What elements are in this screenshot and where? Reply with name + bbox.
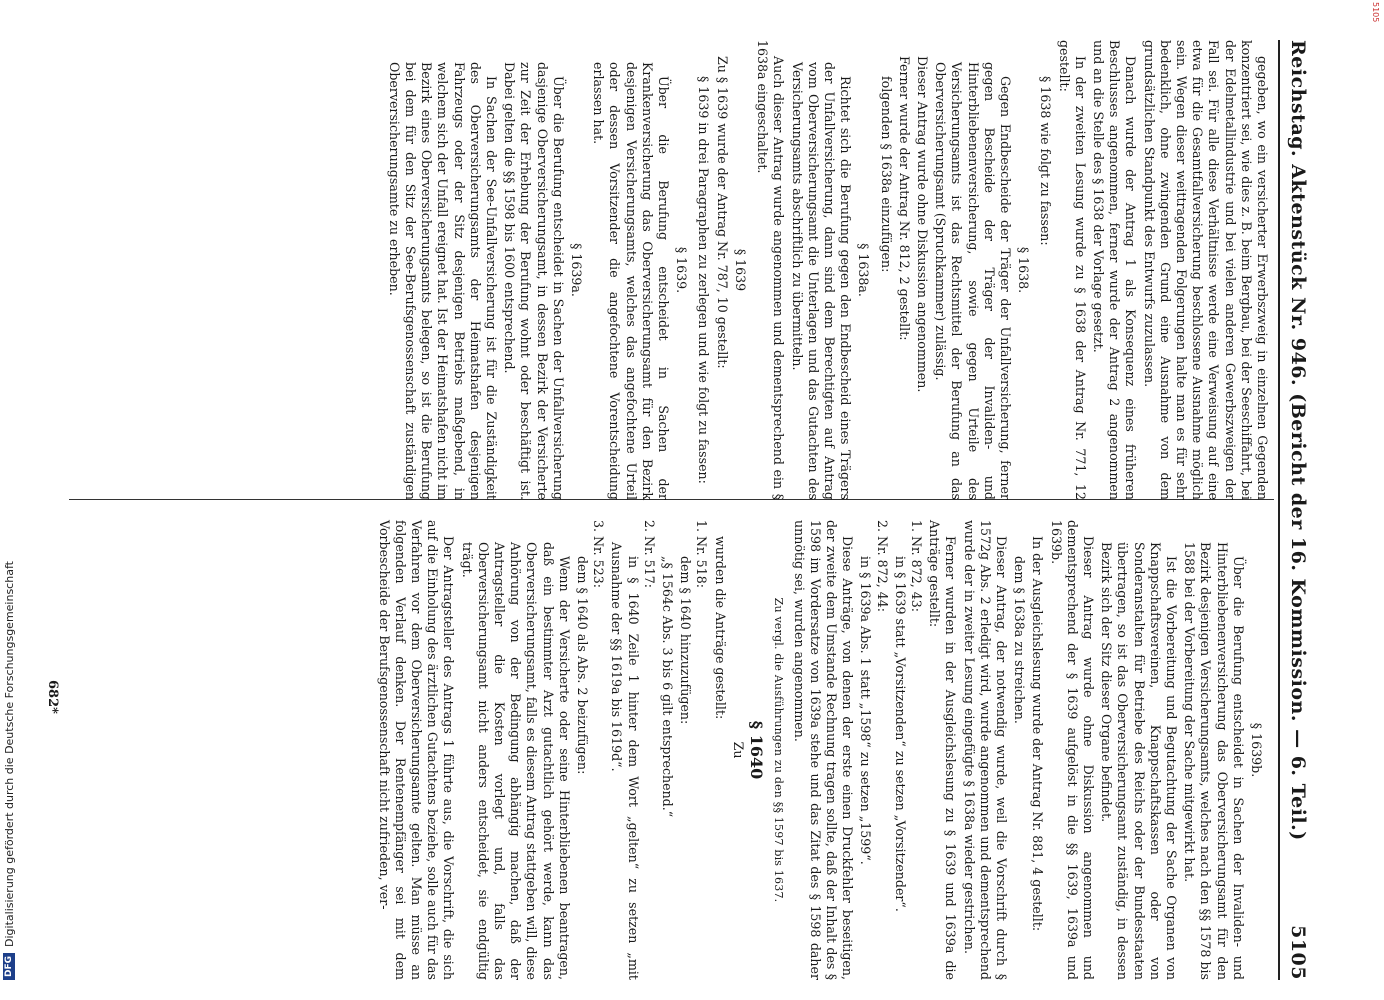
right-column-paragraph: In der Ausgleichslesung wurde der Antrag Nr. 881, 4 gestellt: bbox=[1030, 536, 1046, 932]
left-column-paragraph: folgenden § 1638a einzufügen: bbox=[878, 76, 894, 273]
right-column-paragraph: 2. Nr. 872, 44: bbox=[874, 520, 890, 612]
page-footer-number: 682* bbox=[45, 680, 60, 714]
left-column-section-heading: § 1638. bbox=[1016, 246, 1032, 294]
left-column-paragraph: Richtet sich die Berufung gegen den Endbescheid eines Trägers der Unfallversicherung, dann sind dem Berechtigten auf Antrag vom Oberversicherungsamt die Unterlagen und das Gutachten des Versicherungsamts abschriftlich zu übermitteln. bbox=[789, 62, 854, 500]
digitization-note-text: Digitalisierung gefördert durch die Deutsche Forschungsgemeinschaft bbox=[2, 561, 16, 947]
left-column-section-heading: § 1639. bbox=[674, 246, 690, 294]
left-column bbox=[384, 40, 1270, 500]
right-column-paragraph: Zu bbox=[730, 741, 746, 759]
left-column-paragraph: Ferner wurde der Antrag Nr. 812, 2 gestellt: bbox=[896, 56, 912, 341]
right-column-paragraph: 1. Nr. 872, 43: bbox=[908, 520, 924, 612]
dfg-logo: DFG bbox=[3, 953, 15, 980]
right-column-paragraph: wurden die Anträge gestellt: bbox=[712, 536, 728, 720]
right-column-paragraph: in § 1640 Zeile 1 hinter dem Wort „gelten“ zu setzen „mit Ausnahme der §§ 1619a bis 1619d“. bbox=[609, 542, 641, 980]
right-column-section-heading: § 1639b. bbox=[1249, 722, 1264, 778]
right-column-paragraph: Zu vergl. die Ausführungen zu den §§ 1597 bis 1637. bbox=[772, 597, 786, 903]
right-column bbox=[373, 520, 1270, 980]
right-column-paragraph: Der Antragsteller des Antrags 1 führte aus, die Vorschrift, die sich auf die Einholung des ärztlichen Gutachtens beziehe, solle auch für das Verfahren vor dem Oberversicherungsamte gelten. Man müsse an folgenden Verlauf denken. Der Rentenempfänger sei mit dem Vorbescheide der Berufsgenossenschaft nicht zufrieden, ver- bbox=[376, 520, 457, 980]
left-column-paragraph: Zu § 1639 wurde der Antrag Nr. 787, 10 gestellt: bbox=[714, 56, 730, 369]
right-column-paragraph: Ist die Vorbereitung und Begutachtung der Sache Organen von Knappschaftsvereinen, Knappschaftskassen oder von Sonderanstalten für Betriebe des Reichs oder der Bundesstaaten übertragen, so ist das Oberversicherungsamt zuständig, in dessen Bezirk sich der Sitz dieser Organe befindet. bbox=[1099, 542, 1179, 980]
right-column-paragraph: in § 1639 statt „Vorsitzenden“ zu setzen „Vorsitzender“. bbox=[892, 556, 908, 912]
right-column-paragraph: 1. Nr. 518: bbox=[694, 520, 710, 588]
right-column-paragraph: Diese Anträge, von denen der erste einen Druckfehler beseitigen, der zweite dem Umstande Rechnung tragen sollte, daß der Inhalt des § 1598 im Vordersatze von 1639a stehe und das Zitat des § 1598 daher unnötig sei, wurden angenommen. bbox=[791, 520, 856, 980]
left-column-paragraph: Gegen Endbescheide der Träger der Unfallversicherung, ferner gegen Bescheide der Träger der Invaliden- und Hinterbliebenenversicherung, sowie gegen Urteile des Versicherungsamts ist das Rechtsmittel der Berufung an das Oberversicherungsamt (Spruchkammer) zulässig. bbox=[933, 62, 1013, 500]
right-column-paragraph: dem § 1638a zu streichen. bbox=[1012, 556, 1028, 724]
right-column-paragraph: dem § 1640 hinzuzufügen: bbox=[678, 556, 694, 725]
corner-mark: 5105 bbox=[1371, 2, 1380, 23]
left-column-paragraph: § 1638 wie folgt zu fassen: bbox=[1038, 76, 1054, 246]
left-column-paragraph: Dieser Antrag wurde ohne Diskussion angenommen. bbox=[914, 56, 930, 393]
left-column-paragraph: In der zweiten Lesung wurde zu § 1638 der Antrag Nr. 771, 12 gestellt: bbox=[1056, 40, 1088, 500]
left-column-section-heading: § 1639a. bbox=[569, 243, 585, 297]
right-column-paragraph: Dieser Antrag wurde ohne Diskussion angenommen und dementsprechend der § 1639 aufgelöst in die §§ 1639, 1639a und 1639b. bbox=[1048, 520, 1096, 980]
left-column-paragraph: Über die Berufung entscheidet in Sachen der Krankenversicherung das Oberversicherungsamt für den Bezirk desjenigen Versicherungsamts, welches das angefochtene Urteil oder dessen Vorsitzender die angefochtene Vorentscheidung erlassen hat. bbox=[591, 62, 672, 500]
left-column-paragraph: Über die Berufung entscheidet in Sachen der Unfallversicherung dasjenige Oberversicherungsamt, in dessen Bezirk der Versicherte zur Zeit der Erhebung der Berufung wohnt oder beschäftigt ist. Dabei gelten die §§ 1598 bis 1600 entsprechend. bbox=[502, 62, 566, 500]
right-column-paragraph: 3. Nr. 523: bbox=[591, 520, 607, 588]
right-column-paragraph: dem § 1640 als Abs. 2 beizufügen: bbox=[575, 556, 591, 775]
left-column-paragraph: Auch dieser Antrag wurde angenommen und dementsprechend ein § 1638a eingeschaltet. bbox=[755, 40, 787, 500]
right-column-paragraph: Wenn der Versicherte oder seine Hinterbliebenen beantragen, daß ein bestimmter Arzt gutachtlich gehört werde, kann das Oberversicherungsamt, falls es diesem Antrag stattgeben will, diese Anhörung von der Bedingung abhängig machen, daß der Antragsteller die Kosten vorlegt und, falls das Oberversicherungsamt nicht anders entscheidet, sie endgültig trägt. bbox=[459, 542, 572, 980]
right-column-paragraph: Dieser Antrag, der notwendig wurde, weil die Vorschrift durch § 1572g Abs. 2 erledigt wird, wurde angenommen und dementsprechend wurde der in zweiter Lesung eingefügte § 1638a wieder gestrichen. bbox=[961, 520, 1009, 980]
right-column-paragraph: Ferner wurden in der Ausgleichslesung zu § 1639 und 1639a die Anträge gestellt: bbox=[927, 520, 959, 980]
left-column-paragraph: gegeben, wo ein versicherter Erwerbszweig in einzelnen Gegenden konzentriert sei, wie dies z. B. beim Bergbau, bei der Seeschiffahrt, bei der Edelmetallindustrie und bei vielen anderen Gewerbszweigen der Fall sei. Für alle diese Verhältnisse werde eine Verweisung auf eine etwa für die Gesamtfallversicherung beschlossene Ausnahme möglich sein. Wegen dieser weittragenden Folgerungen halte man es für sehr bedenklich, ohne zwingenden Grund eine Ausnahme von dem grundsätzlichen Standpunkt des Entwurfs zuzulassen. bbox=[1141, 40, 1270, 500]
right-column-paragraph: in § 1639a Abs. 1 statt „1598“ zu setzen „1599“. bbox=[858, 556, 874, 865]
right-column-paragraph: „§ 1564c Abs. 3 bis 6 gilt entsprechend.“ bbox=[660, 556, 676, 818]
digitization-note bbox=[0, 0, 18, 980]
header-rule bbox=[1278, 40, 1280, 980]
right-column-paragraph: Über die Berufung entscheidet in Sachen der Invaliden- und Hinterbliebenenversicherung das Oberversicherungsamt für den Bezirk desjenigen Versicherungsamts, welches nach den §§ 1578 bis 1588 bei der Vorbereitung der Sache mitgewirkt hat. bbox=[1182, 542, 1246, 980]
left-column-paragraph: § 1639 in drei Paragraphen zu zerlegen und wie folgt zu fassen: bbox=[696, 76, 712, 484]
left-column-paragraph: Danach wurde der Antrag 1 als Konsequenz eines früheren Beschlusses angenommen, ferner wurde der Antrag 2 angenommen und an die Stelle des § 1638 der Vorlage gesetzt. bbox=[1090, 40, 1139, 500]
running-header bbox=[1282, 40, 1314, 980]
left-column-section-heading: § 1638a. bbox=[856, 243, 872, 297]
header-title: Reichstag. Aktenstück Nr. 946. (Bericht der 16. Kommission. — 6. Teil.) bbox=[1287, 40, 1309, 841]
right-column-paragraph: 2. Nr. 517: bbox=[641, 520, 657, 588]
left-column-paragraph: In Sachen der See-Unfallversicherung ist für die Zuständigkeit des Oberversicherungsamts der Heimatshafen desjenigen Fahrzeugs oder der Sitz desjenigen Betriebs maßgebend, in welchem sich der Unfall ereignet hat. Ist der Heimatshafen nicht im Bezirk eines Oberversicherungsamts belegen, so ist die Berufung bei dem für den Sitz der See-Berufsgenossenschaft zuständigen Oberversicherungsamte zu erheben. bbox=[386, 62, 500, 500]
right-column-section-heading: § 1640 bbox=[747, 720, 767, 780]
header-page-number: 5105 bbox=[1287, 925, 1309, 980]
left-column-section-heading: § 1639 bbox=[732, 248, 748, 292]
